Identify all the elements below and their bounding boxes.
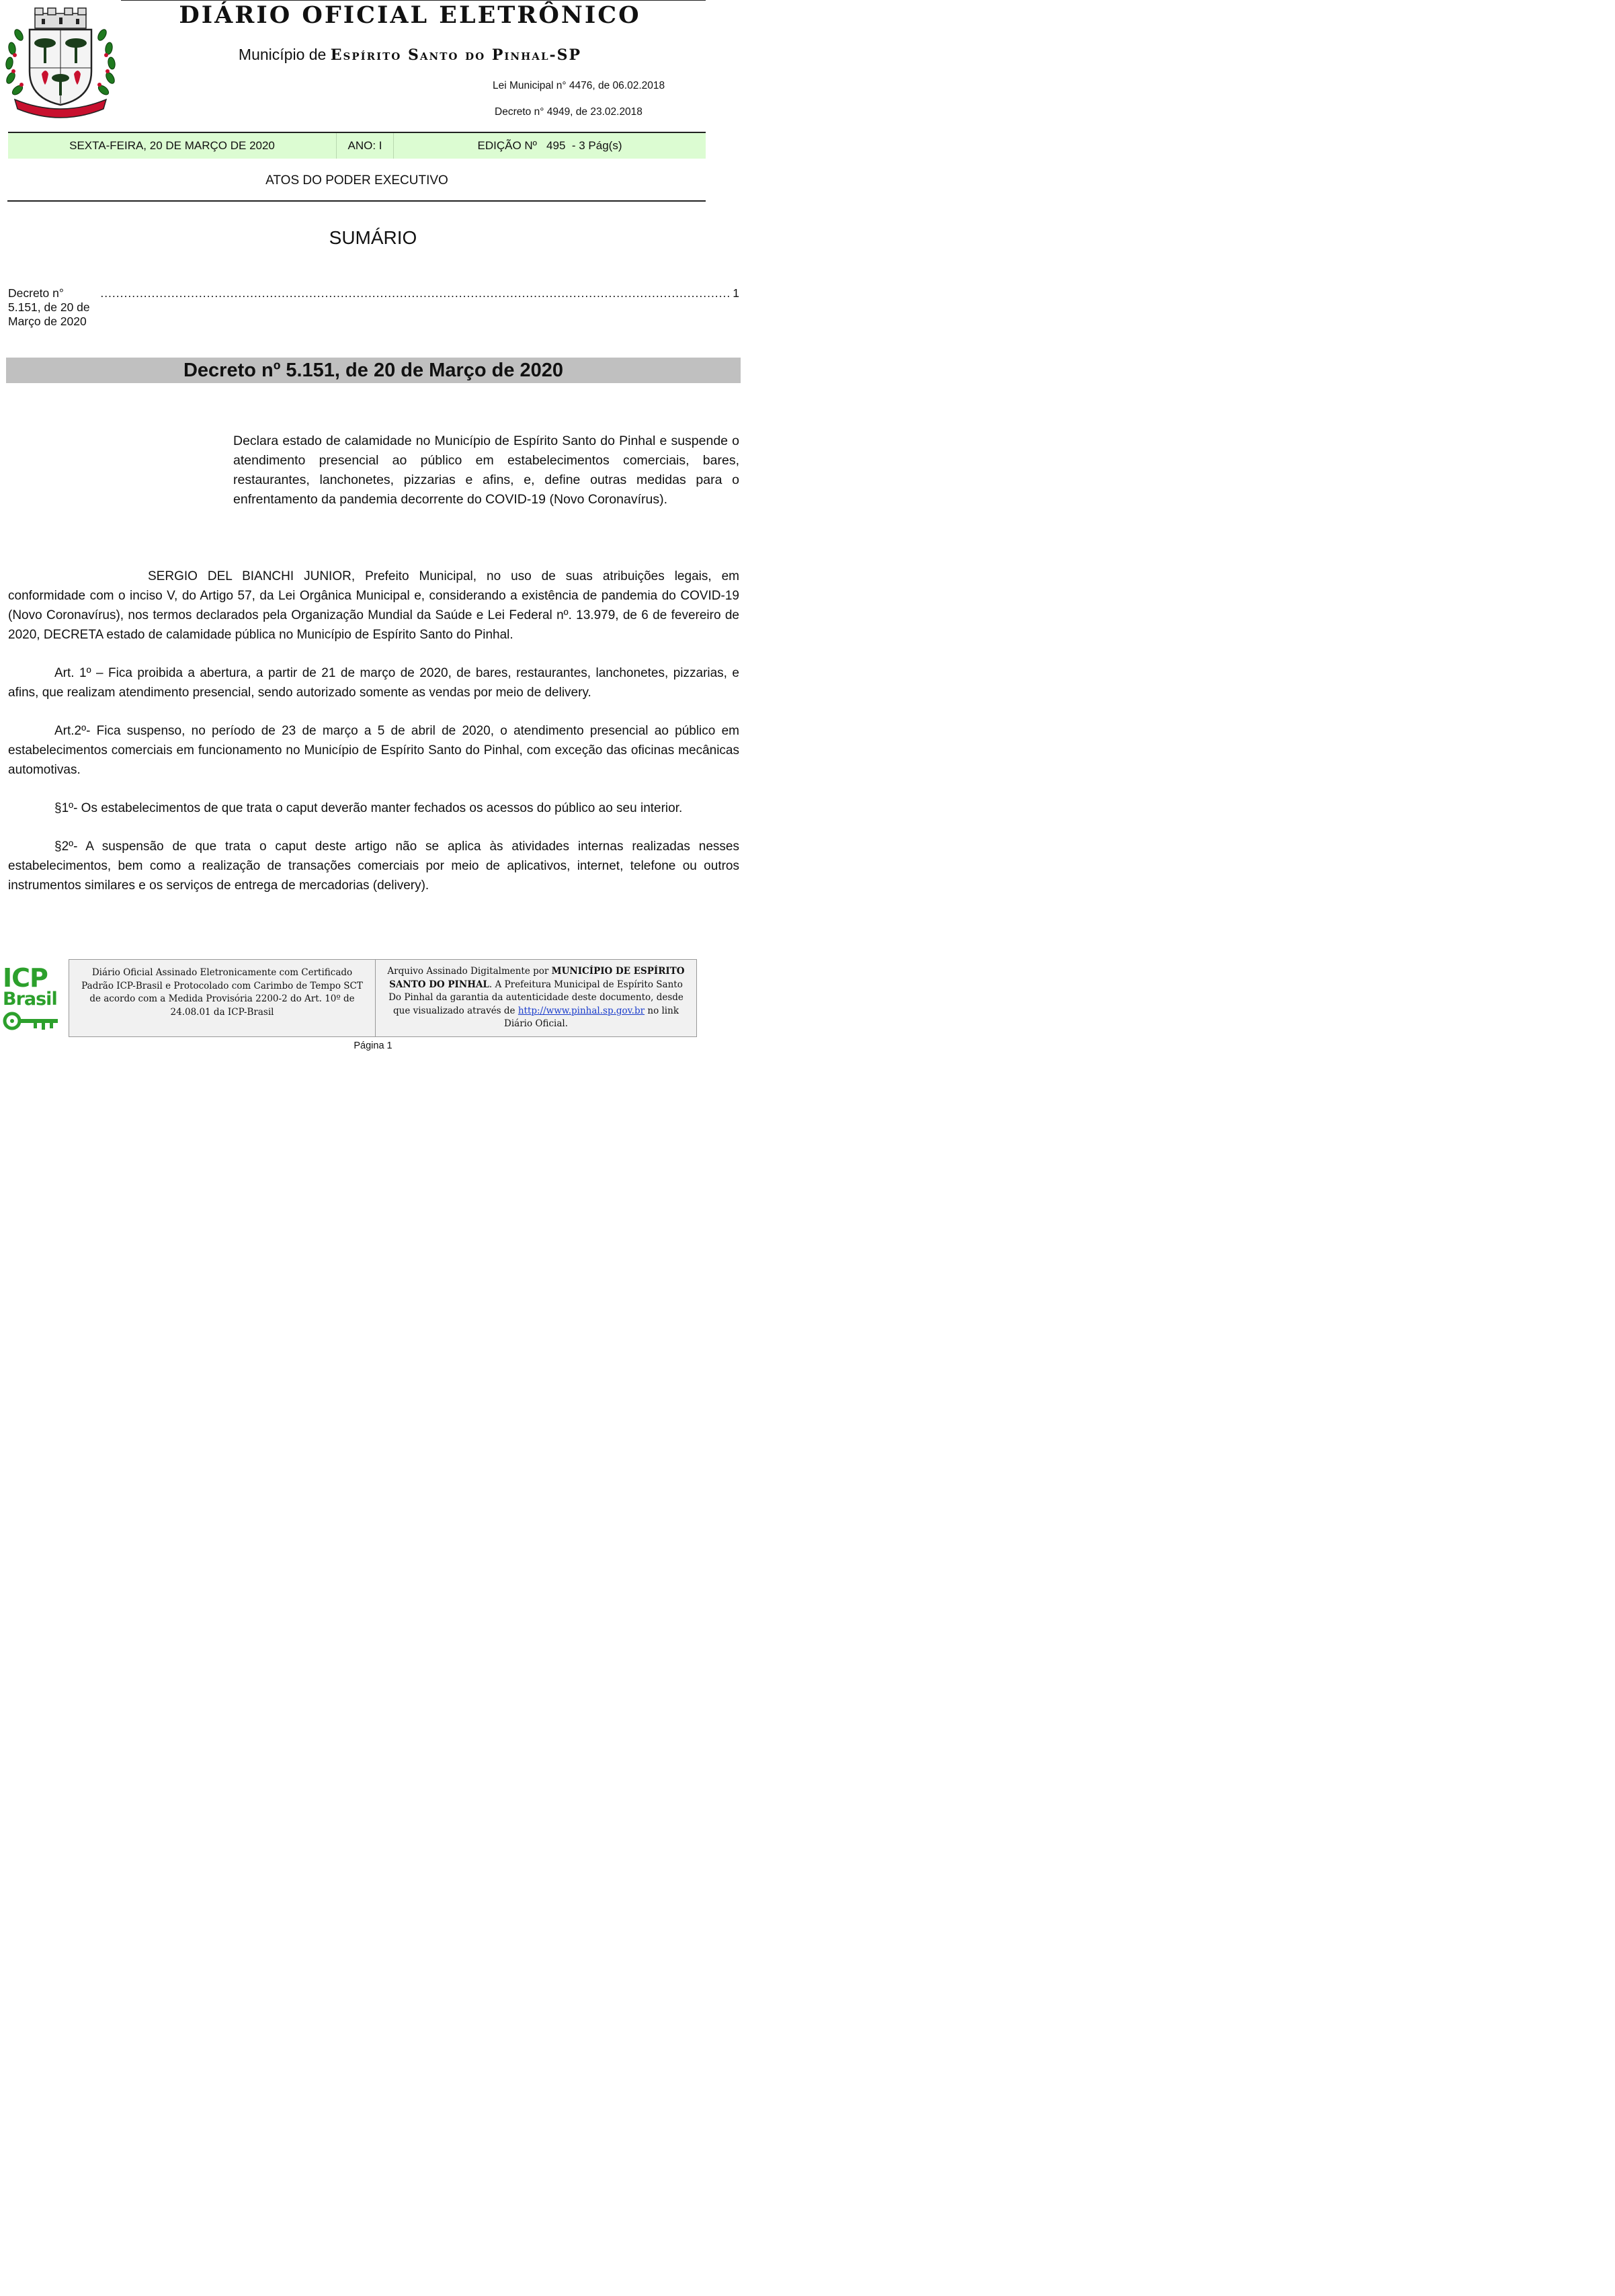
summary-entry-page: 1 [733, 286, 739, 300]
coat-of-arms-logo [3, 4, 118, 118]
summary-title: SUMÁRIO [329, 227, 417, 248]
footer-portal-link[interactable]: http://www.pinhal.sp.gov.br [517, 1005, 645, 1016]
mayor-name: SERGIO DEL BIANCHI JUNIOR [148, 569, 351, 583]
section-rule [7, 200, 706, 202]
footer-signed-by-prefix: Arquivo Assinado Digitalmente por [387, 966, 552, 977]
edition-year: ANO: I [336, 133, 394, 159]
article-2: Art.2º- Fica suspenso, no período de 23 de março a 5 de abril de 2020, o atendimento presencial ao público em estabelecimentos comerciais em funcionamento no Município de Espírito Santo do Pinhal, com exceção das oficinas mecânicas automotivas. [8, 724, 739, 777]
edition-date: SEXTA-FEIRA, 20 DE MARÇO DE 2020 [69, 139, 275, 152]
decree-title: Decreto nº 5.151, de 20 de Março de 2020 [6, 358, 741, 383]
header-top-rule [121, 0, 706, 1]
footer-link-suffix: no link Diário Oficial. [504, 1005, 679, 1029]
footer-authenticity-text: . A Prefeitura Municipal de Espírito Santo Do Pinhal da garantia da autenticidade deste documento, desde que visualizado através de [388, 979, 684, 1016]
icp-brasil-logo [3, 963, 62, 1036]
law-reference: Lei Municipal n° 4476, de 06.02.2018 [493, 80, 665, 91]
decree-summary: Declara estado de calamidade no Município de Espírito Santo do Pinhal e suspende o atendimento presencial ao público em estabelecimentos comerciais, bares, restaurantes, lanchonetes, pizzarias e afins, e, define outras medidas para o enfrentamento da pandemia decorrente do COVID-19 (Novo Coronavírus). [233, 434, 739, 507]
footer-signature-text [376, 960, 696, 1036]
icp-logo-text-brasil: Brasil [3, 989, 57, 1010]
icp-logo-text-icp: ICP [3, 963, 48, 993]
preamble-text: , Prefeito Municipal, no uso de suas atribuições legais, em conformidade com o inciso V, do Artigo 57, da Lei Orgânica Municipal e, considerando a existência de pandemia do COVID-19 (Novo Coronavírus), nos termos declarados pela Organização Mundial da Saúde e Lei Federal nº. 13.979, de 6 de fevereiro de 2020, DECRETA estado de calamidade pública no Município de Espírito Santo do Pinhal. [8, 569, 739, 642]
edition-info-bar [8, 132, 706, 159]
article-1: Art. 1º – Fica proibida a abertura, a partir de 21 de março de 2020, de bares, restaurantes, lanchonetes, pizzarias, e afins, que realizam atendimento presencial, sendo autorizado somente as vendas por meio de delivery. [8, 666, 739, 700]
summary-entry-leader: ................................................................................................................................................................ [100, 286, 731, 300]
summary-entry-label[interactable]: Decreto n° 5.151, de 20 de Março de 2020 [8, 286, 90, 328]
decree-body [8, 567, 739, 914]
summary-entry[interactable] [8, 286, 739, 329]
municipality-line [121, 46, 699, 64]
gazette-title: DIÁRIO OFICIAL ELETRÔNICO [179, 1, 641, 29]
municipality-prefix: Município de [238, 46, 327, 63]
paragraph-2: §2º- A suspensão de que trata o caput deste artigo não se aplica às atividades internas realizadas nesses estabelecimentos, bem como a realização de transações comerciais por meio de aplicativos, internet, telefone ou outros instrumentos similares e os serviços de entrega de mercadorias (delivery). [8, 839, 739, 893]
municipality-name: Espírito Santo do Pinhal-SP [330, 46, 582, 64]
paragraph-1: §1º- Os estabelecimentos de que trata o caput deverão manter fechados os acessos do público ao seu interior. [54, 801, 683, 815]
edition-number: EDIÇÃO Nº 495 - 3 Pág(s) [477, 139, 622, 152]
decree-preamble [8, 567, 739, 645]
signature-footer [69, 959, 697, 1037]
section-title: ATOS DO PODER EXECUTIVO [265, 173, 448, 188]
decree-reference: Decreto n° 4949, de 23.02.2018 [495, 106, 643, 118]
footer-certificate-text: Diário Oficial Assinado Eletronicamente com Certificado Padrão ICP-Brasil e Protocolado com Carimbo de Tempo SCT de acordo com a Medida Provisória 2200-2 do Art. 10º de 24.08.01 da ICP-Brasil [69, 960, 376, 1036]
key-icon [3, 1009, 62, 1033]
page-number: Página 1 [354, 1040, 392, 1051]
footer-signer-name: MUNICÍPIO DE ESPÍRITO SANTO DO PINHAL [389, 966, 685, 990]
